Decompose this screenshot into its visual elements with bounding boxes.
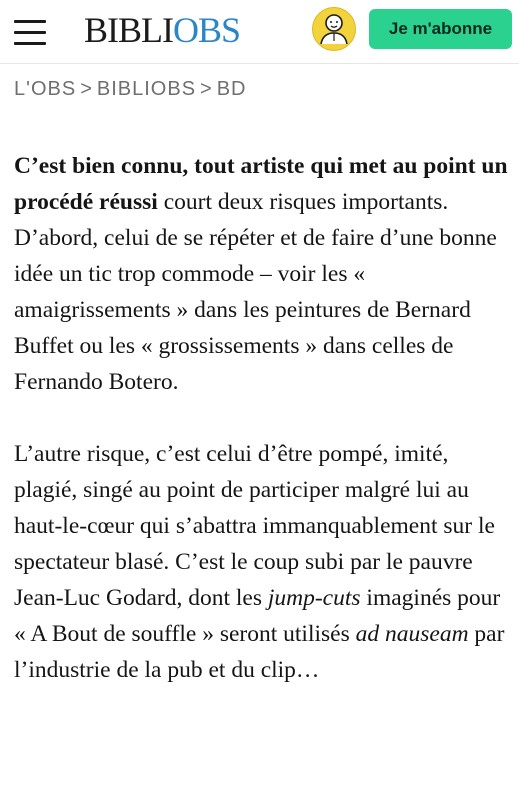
avatar-face-icon: [313, 8, 355, 50]
article-emphasis: ad nauseam: [355, 621, 469, 647]
breadcrumb-item-lobs[interactable]: L'OBS: [14, 78, 77, 100]
article-text: court deux risques importants. D’abord, celui de se répéter et de faire d’une bonne idée un tic trop commode – voir les « amaigrissements » dans les peintures de Bernard Buffet ou les « grossissements » dans celles de Fernando Botero.: [14, 189, 497, 395]
article-paragraph: [14, 436, 510, 688]
bibliobs-logo[interactable]: [84, 8, 240, 52]
article-body: [14, 148, 510, 688]
breadcrumb: [14, 78, 247, 101]
breadcrumb-separator: >: [80, 78, 93, 100]
article-text: imaginés pour « A Bout de souffle » seront utilisés: [14, 585, 501, 647]
breadcrumb-separator: >: [200, 78, 213, 100]
article-text: L’autre risque, c’est celui d’être pompé, imité, plagié, singé au point de participer malgré lui au haut-le-cœur qui s’abattra immanquablement sur le spectateur blasé. C’est le coup subi par le pauvre Jean-Luc Godard, dont les: [14, 441, 495, 611]
article-paragraph: [14, 148, 510, 400]
logo-text-obs: OBS: [173, 10, 241, 50]
user-avatar-icon[interactable]: [312, 7, 356, 51]
article-emphasis: jump-cuts: [267, 585, 361, 611]
article-text: par l’industrie de la pub et du clip…: [14, 621, 505, 683]
logo-text-bibli: BIBLI: [84, 10, 173, 50]
article-lead: C’est bien connu, tout artiste qui met au point un procédé réussi: [14, 153, 508, 215]
hamburger-menu-icon[interactable]: [14, 18, 46, 46]
breadcrumb-item-bd[interactable]: BD: [216, 78, 247, 100]
menu-line: [14, 42, 46, 45]
site-header: [0, 0, 519, 64]
menu-line: [14, 20, 46, 23]
breadcrumb-item-bibliobs[interactable]: BIBLIOBS: [96, 78, 197, 100]
menu-line: [14, 31, 46, 34]
subscribe-button[interactable]: Je m'abonne: [369, 9, 512, 49]
